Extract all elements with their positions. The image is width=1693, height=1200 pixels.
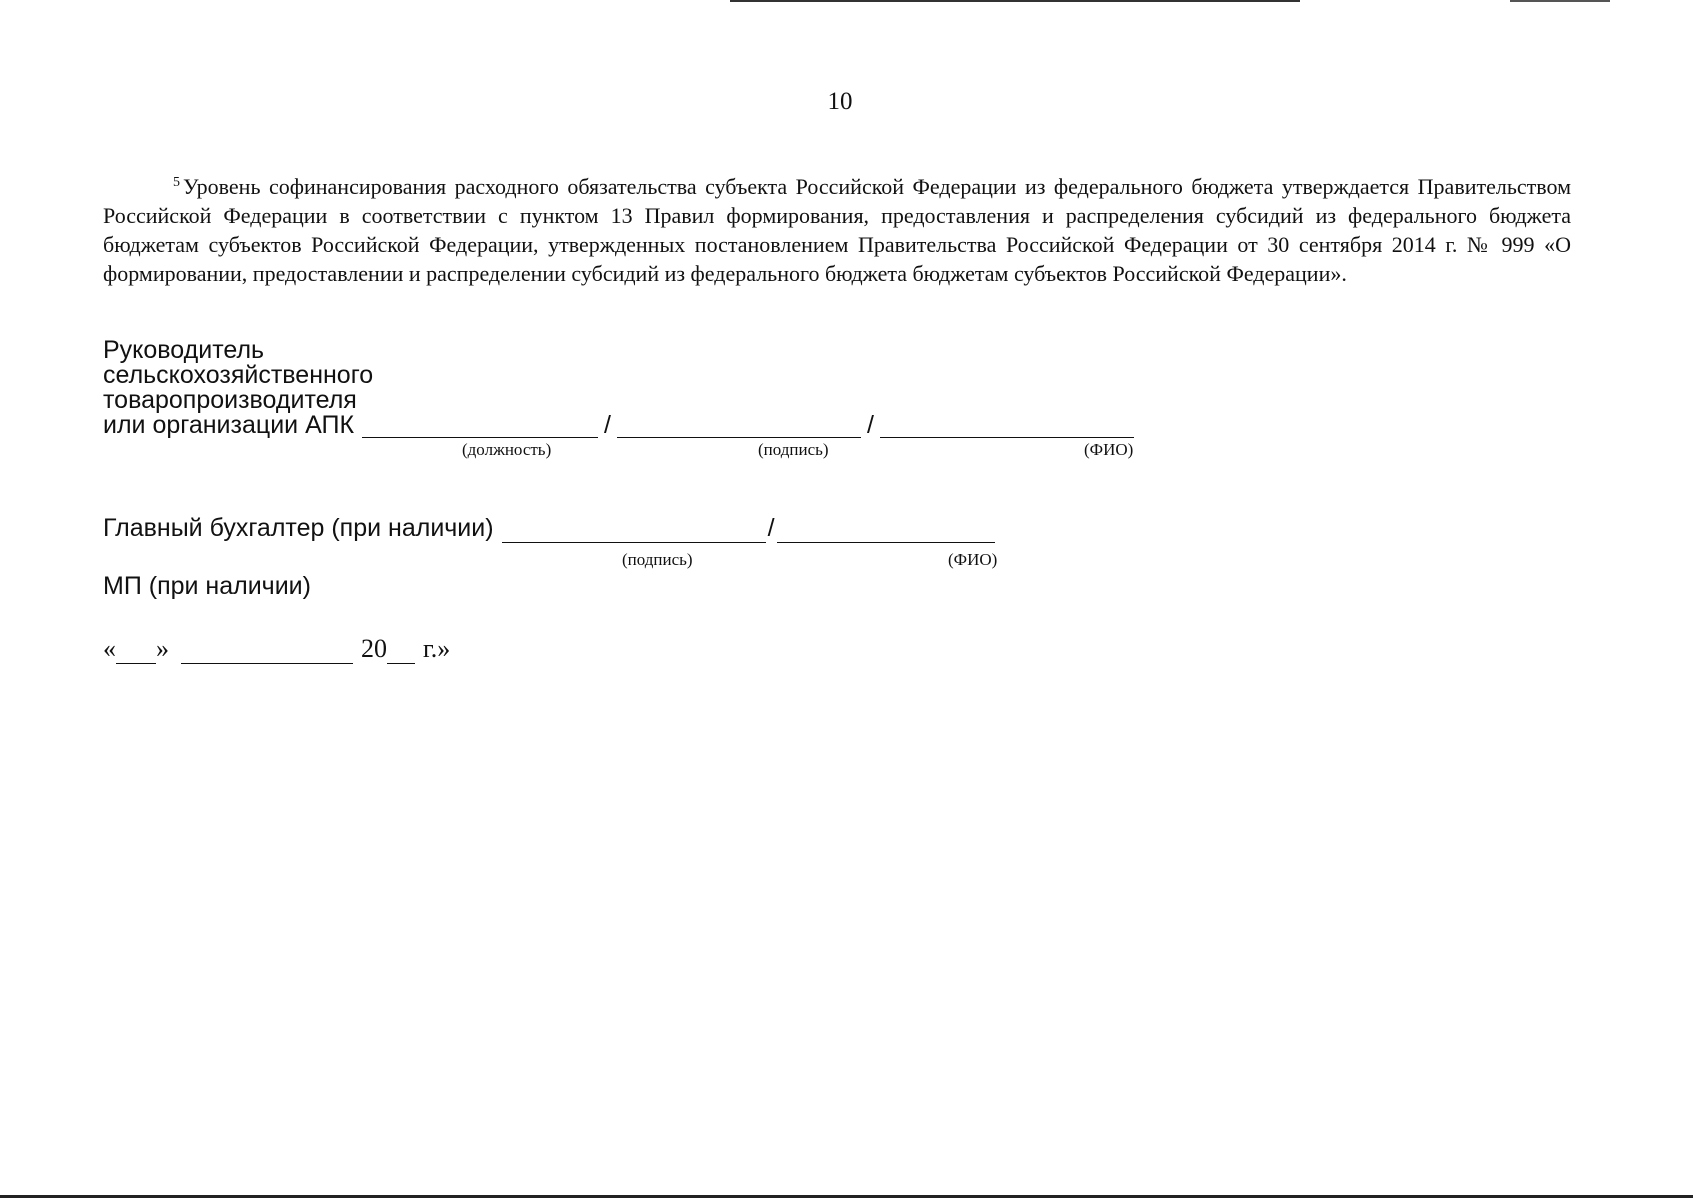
scan-edge-top — [730, 0, 1300, 2]
head-title-line-3: товаропроизводителя — [103, 386, 357, 414]
head-position-blank[interactable] — [362, 417, 598, 438]
chief-name-blank[interactable] — [777, 522, 995, 543]
date-close-quote: » — [156, 634, 169, 663]
date-year-prefix: 20 — [361, 634, 387, 663]
head-signature-row — [103, 413, 1134, 438]
chief-caption-name: (ФИО) — [948, 550, 998, 569]
scan-edge-bottom — [0, 1195, 1693, 1198]
head-signature-block — [103, 338, 1134, 438]
date-day-blank[interactable] — [116, 641, 156, 664]
head-title-line-4: или организации АПК — [103, 411, 355, 439]
head-signature-blank[interactable] — [617, 417, 861, 438]
chief-caption-signature: (подпись) — [622, 550, 693, 569]
date-open-quote: « — [103, 634, 116, 663]
scan-edge-top-right — [1510, 0, 1610, 2]
caption-name: (ФИО) — [1084, 440, 1134, 459]
footnote — [103, 172, 1571, 288]
chief-slash: / — [767, 514, 775, 542]
head-title-line-2: сельскохозяйственного — [103, 361, 374, 389]
stamp-label: МП (при наличии) — [103, 572, 311, 600]
footnote-marker: 5 — [173, 175, 180, 190]
page-number: 10 — [827, 88, 853, 115]
date-year-suffix: г.» — [423, 634, 451, 663]
head-slash-1: / — [604, 411, 611, 439]
head-name-blank[interactable] — [880, 417, 1134, 438]
chief-signature-blank[interactable] — [502, 522, 766, 543]
date-month-blank[interactable] — [181, 641, 353, 664]
footnote-text: Уровень софинансирования расходного обязательства субъекта Российской Федерации из федерального бюджета утверждается Правительством Российской Федерации в соответствии с пунктом 13 Правил формирования, предоставления и распределения субсидий из федерального бюджета бюджетам субъектов Российской Федерации, утвержденных постановлением Правительства Российской Федерации от 30 сентября 2014 г. № 999 «О формировании, предоставлении и распределении субсидий из федерального бюджета бюджетам субъектов Российской Федерации». — [103, 174, 1571, 286]
caption-position: (должность) — [462, 440, 552, 459]
caption-signature: (подпись) — [758, 440, 829, 459]
head-title-line-1: Руководитель — [103, 336, 265, 364]
chief-accountant-row — [103, 514, 995, 543]
head-slash-2: / — [866, 411, 874, 439]
chief-accountant-label: Главный бухгалтер (при наличии) — [103, 514, 494, 542]
date-line — [103, 634, 450, 664]
date-year-blank[interactable] — [387, 641, 415, 664]
